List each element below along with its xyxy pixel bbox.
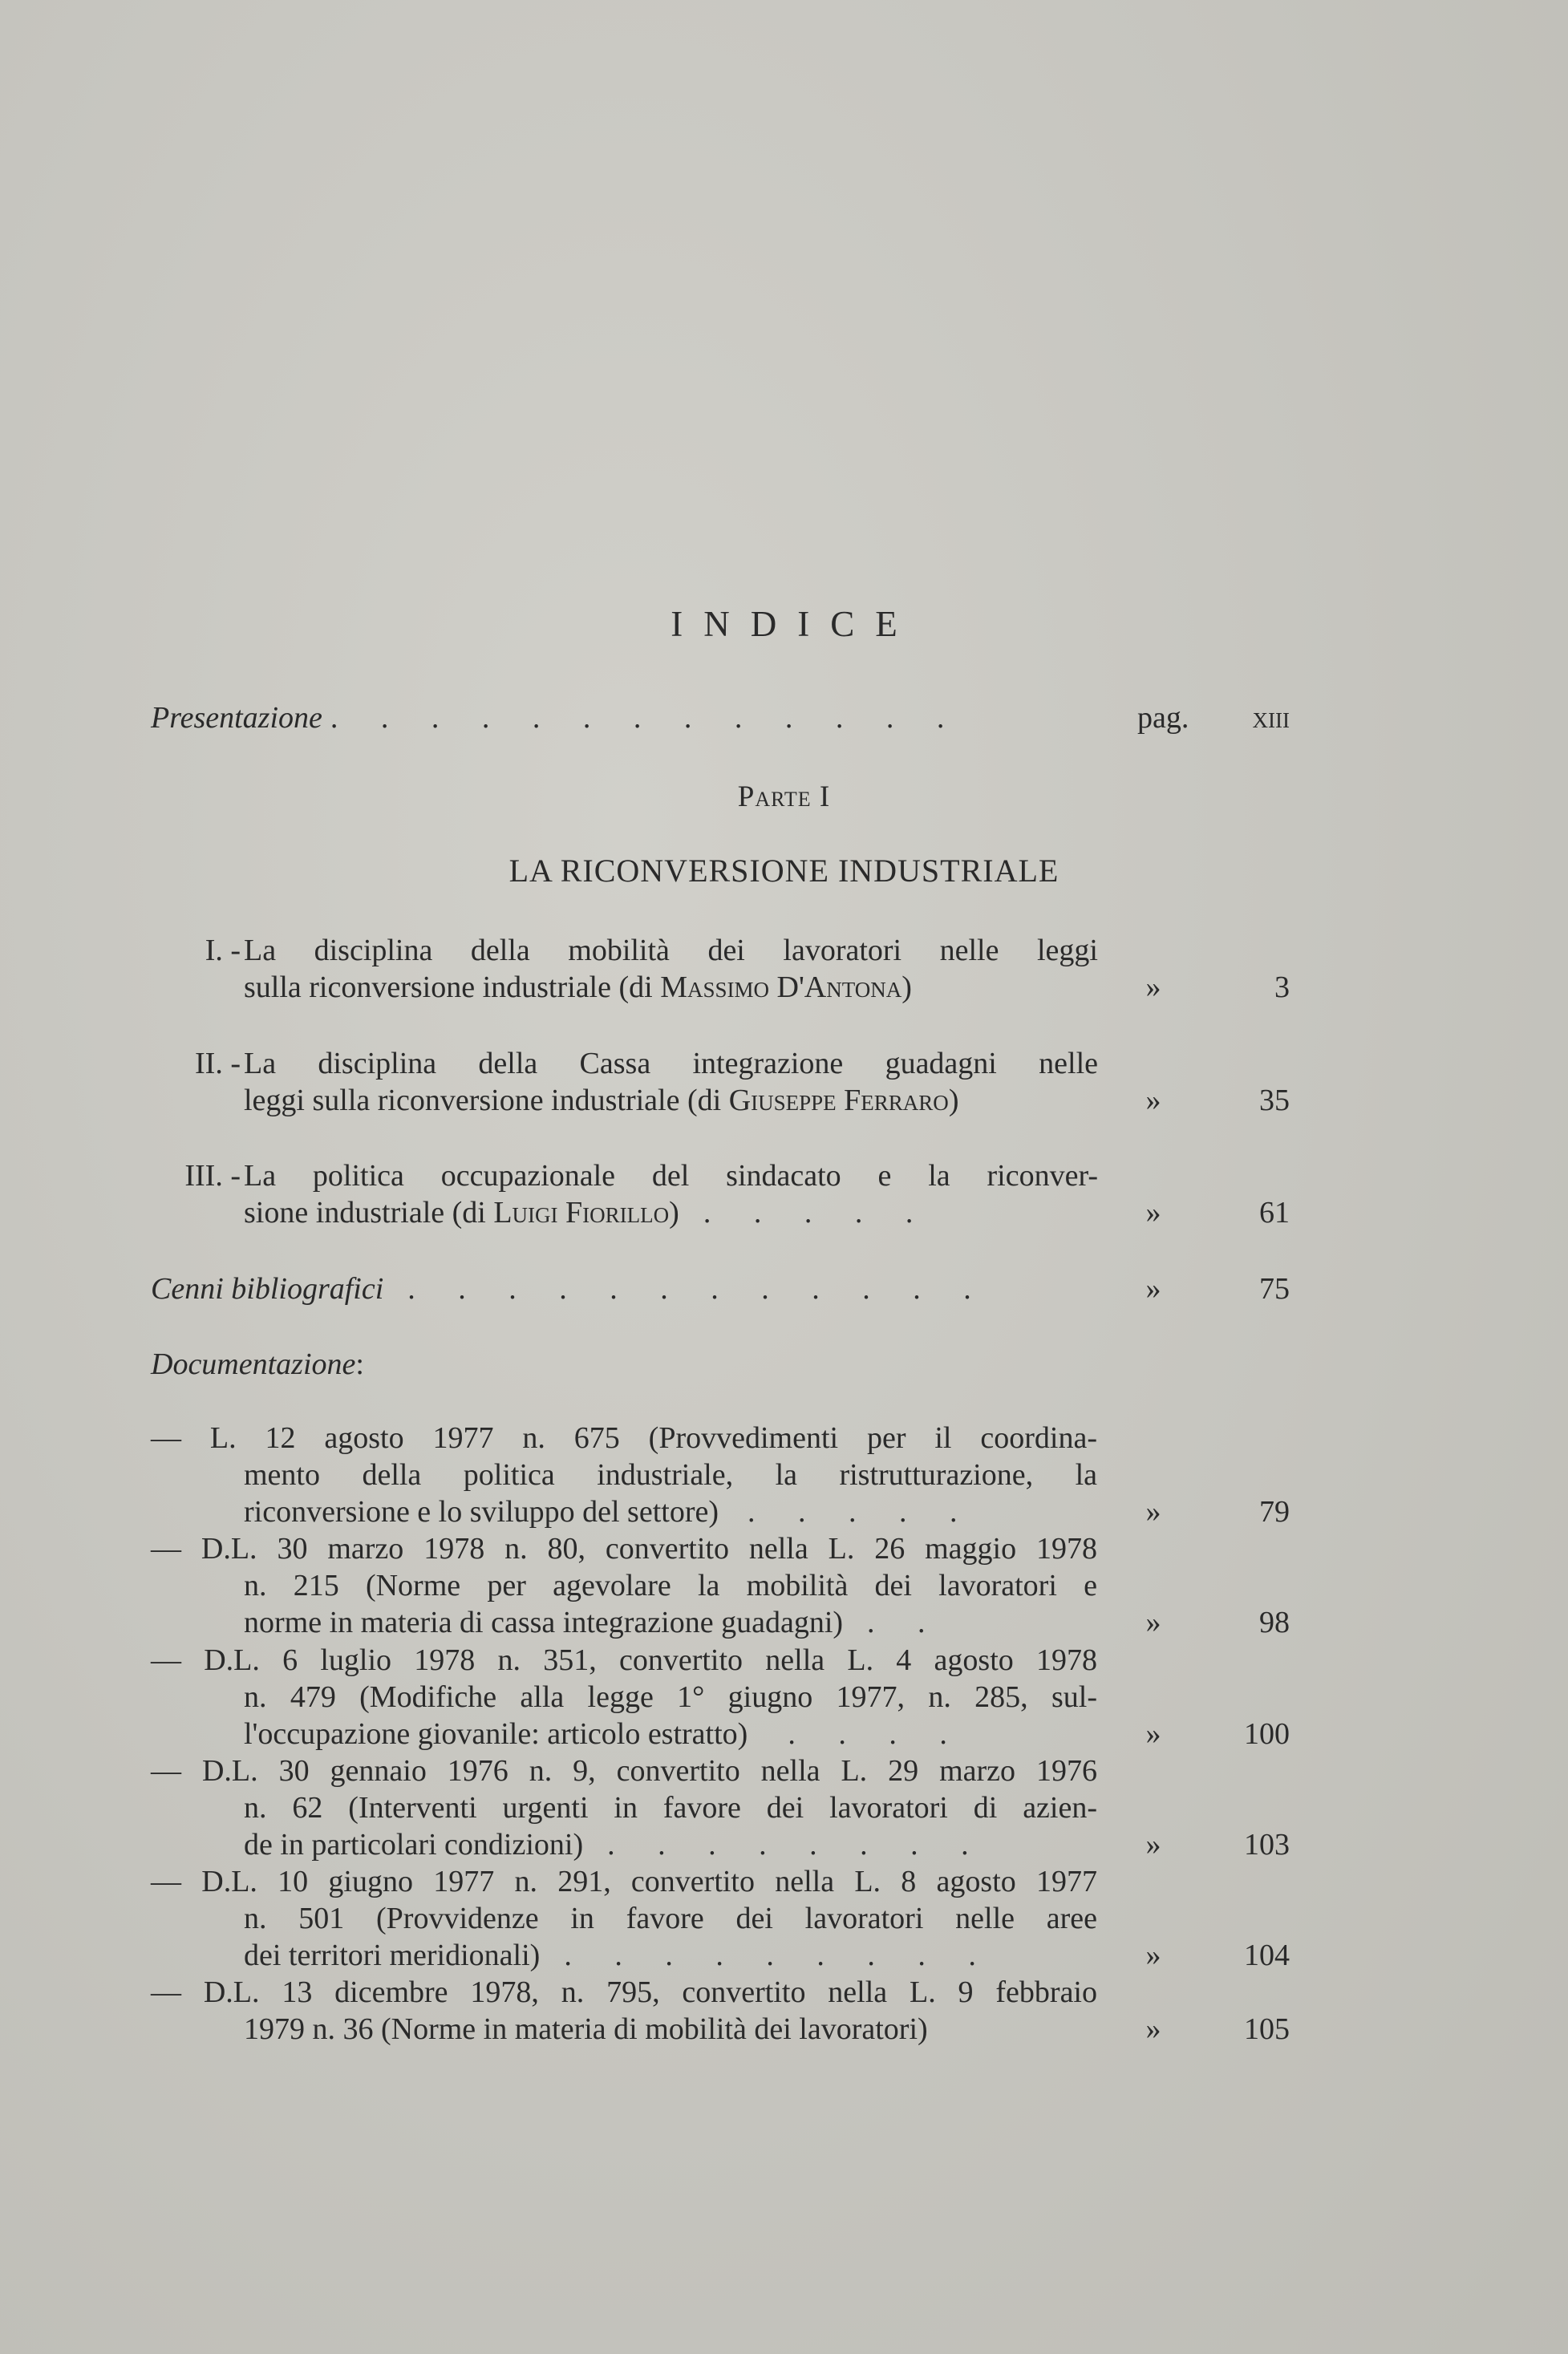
- entry-page-ref: [1137, 1937, 1290, 1974]
- chapter-title-end: ): [948, 1084, 959, 1117]
- pag-label: pag.: [1137, 701, 1189, 735]
- doc-line: [151, 1826, 1097, 1863]
- doc-line: — D.L. 30 gennaio 1976 n. 9, convertito nella L. 29 marzo 1976: [151, 1754, 1097, 1788]
- entry-page-ref: [1137, 1082, 1290, 1119]
- entry-label: Presentazione: [151, 701, 322, 735]
- entry-page-ref: [1137, 2011, 1290, 2048]
- chapter-title-line: [244, 1194, 1098, 1231]
- doc-line-text: dei territori meridionali): [244, 1939, 541, 1972]
- doc-line: mento della politica industriale, la ristrutturazione, la: [244, 1458, 1097, 1492]
- chapter-title-text: sulla riconversione industriale (di: [244, 970, 661, 1004]
- ditto-marker: »: [1145, 1084, 1161, 1117]
- entry-page-ref: [1137, 1194, 1290, 1231]
- entry-page-ref: [1137, 1716, 1290, 1752]
- doc-line: [151, 1604, 1097, 1641]
- part-title: LA RICONVERSIONE INDUSTRIALE: [508, 853, 1060, 889]
- leader-dots: . . . . . . . .: [607, 1828, 987, 1862]
- chapter-number: III. -: [184, 1159, 241, 1193]
- doc-line: n. 215 (Norme per agevolare la mobilità dei lavoratori e: [244, 1569, 1097, 1602]
- entry-page-ref: [1137, 969, 1290, 1006]
- leader-dots: . . . . . . . . . . . .: [407, 1272, 989, 1306]
- page-number: 105: [1244, 2012, 1290, 2046]
- doc-entry: [151, 1642, 1290, 1752]
- leader-dots: . . . .: [788, 1717, 965, 1751]
- ditto-marker: »: [1145, 1196, 1161, 1230]
- ditto-marker: »: [1145, 1495, 1161, 1529]
- doc-line: [151, 1716, 1097, 1752]
- chapter-title-end: ): [669, 1196, 679, 1230]
- page-number: 98: [1259, 1606, 1290, 1639]
- doc-entry: [151, 1420, 1290, 1530]
- doc-line: — D.L. 6 luglio 1978 n. 351, convertito nella L. 4 agosto 1978: [151, 1643, 1097, 1677]
- leader-dots: . .: [867, 1606, 943, 1639]
- doc-line: n. 501 (Provvidenze in favore dei lavoratori nelle aree: [244, 1902, 1097, 1935]
- chapter-author: Luigi Fiorillo: [493, 1196, 670, 1230]
- entry-page-ref: [1137, 1493, 1290, 1530]
- leader-dots: . . . . .: [703, 1196, 931, 1230]
- doc-line: n. 62 (Interventi urgenti in favore dei lavoratori di azien-: [244, 1791, 1097, 1825]
- doc-line: 1979 n. 36 (Norme in materia di mobilità dei lavoratori): [244, 2012, 928, 2046]
- doc-line-text: norme in materia di cassa integrazione guadagni): [244, 1606, 844, 1639]
- entry-page-ref: [1137, 1604, 1290, 1641]
- doc-line: — D.L. 13 dicembre 1978, n. 795, convertito nella L. 9 febbraio: [151, 1975, 1097, 2009]
- doc-line: — D.L. 10 giugno 1977 n. 291, convertito nella L. 8 agosto 1977: [151, 1865, 1097, 1898]
- page-number: xiii: [1252, 701, 1290, 735]
- chapter-title-text: sione industriale (di: [244, 1196, 494, 1230]
- ditto-marker: »: [1145, 1606, 1161, 1639]
- page-number: 61: [1259, 1196, 1290, 1230]
- entry-page-ref: [1137, 1270, 1290, 1307]
- toc-chapter: [151, 1157, 1290, 1231]
- doc-line: [151, 1937, 1097, 1974]
- ditto-marker: »: [1145, 1828, 1161, 1862]
- doc-line-text: de in particolari condizioni): [244, 1828, 584, 1862]
- doc-line: — L. 12 agosto 1977 n. 675 (Provvedimenti per il coordina-: [151, 1421, 1097, 1455]
- chapter-number: II. -: [195, 1047, 241, 1080]
- page-number: 100: [1244, 1717, 1290, 1751]
- entry-page-ref: [1137, 699, 1290, 736]
- doc-entry: [151, 1863, 1290, 1974]
- doc-line: n. 479 (Modifiche alla legge 1° giugno 1977, n. 285, sul-: [244, 1680, 1097, 1714]
- doc-line: [151, 1493, 1097, 1530]
- doc-line-text: riconversione e lo sviluppo del settore): [244, 1495, 719, 1529]
- leader-dots: . . . . .: [748, 1495, 975, 1529]
- page-number: 103: [1244, 1828, 1290, 1862]
- chapter-number: I. -: [205, 934, 241, 967]
- leader-dots: . . . . . . . . . . . . .: [330, 701, 962, 735]
- doc-line-text: l'occupazione giovanile: articolo estratto): [244, 1717, 748, 1751]
- chapter-author: Giuseppe Ferraro: [728, 1084, 949, 1117]
- chapter-author: Massimo D'Antona: [660, 970, 902, 1004]
- entry-label: Cenni bibliografici: [151, 1272, 384, 1306]
- ditto-marker: »: [1145, 1717, 1161, 1751]
- documentation-label: Documentazione: [151, 1347, 356, 1381]
- documentation-heading: [151, 1346, 1290, 1383]
- chapter-title-line: [244, 1082, 1098, 1119]
- ditto-marker: »: [1145, 1939, 1161, 1972]
- chapter-title-line: La politica occupazionale del sindacato e la riconver-: [244, 1159, 1098, 1193]
- ditto-marker: »: [1145, 1272, 1161, 1306]
- toc-chapter: [151, 932, 1290, 1006]
- ditto-marker: »: [1145, 970, 1161, 1004]
- toc-entry-bibliography: [151, 1270, 1290, 1307]
- page-number: 35: [1259, 1084, 1290, 1117]
- doc-entry: [151, 1974, 1290, 2048]
- page-title: INDICE: [671, 604, 918, 644]
- chapter-title-line: La disciplina della mobilità dei lavoratori nelle leggi: [244, 934, 1098, 967]
- chapter-title-text: leggi sulla riconversione industriale (di: [244, 1084, 729, 1117]
- toc-chapter: [151, 1045, 1290, 1119]
- ditto-marker: »: [1145, 2012, 1161, 2046]
- doc-entry: [151, 1530, 1290, 1641]
- doc-entry: [151, 1752, 1290, 1863]
- entry-page-ref: [1137, 1826, 1290, 1863]
- doc-line: — D.L. 30 marzo 1978 n. 80, convertito nella L. 26 maggio 1978: [151, 1532, 1097, 1566]
- chapter-title-line: [244, 969, 1098, 1006]
- chapter-title-end: ): [901, 970, 912, 1004]
- part-label: Parte I: [737, 780, 831, 813]
- page-number: 104: [1244, 1939, 1290, 1972]
- leader-dots: . . . . . . . . .: [564, 1939, 994, 1972]
- chapter-title-line: La disciplina della Cassa integrazione guadagni nelle: [244, 1047, 1098, 1080]
- page-number: 3: [1274, 970, 1290, 1004]
- page-number: 79: [1259, 1495, 1290, 1529]
- documentation-colon: :: [355, 1347, 364, 1381]
- page-number: 75: [1259, 1272, 1290, 1306]
- toc-entry-presentation: [151, 699, 1290, 736]
